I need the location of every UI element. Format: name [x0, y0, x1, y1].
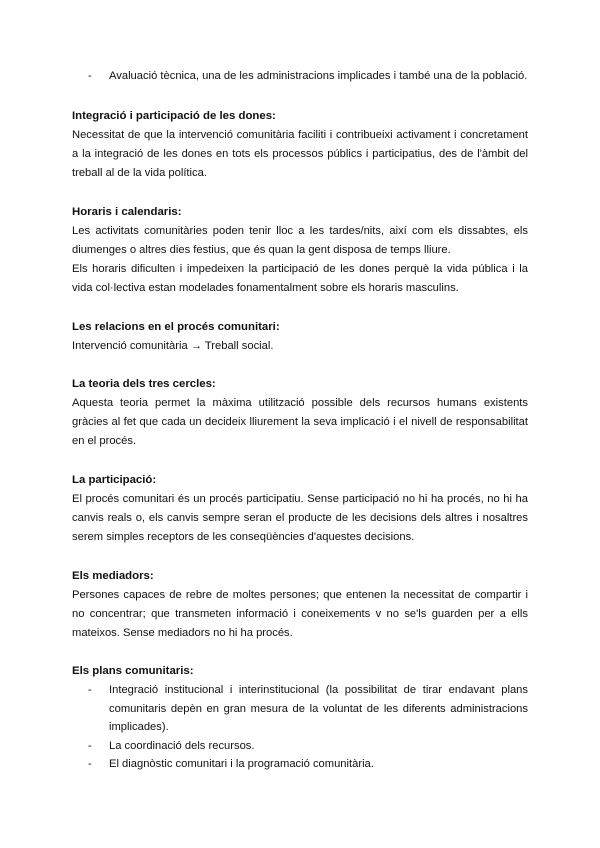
list-item-text: El diagnòstic comunitari i la programació comunitària.: [109, 758, 374, 771]
section-paragraph: Aquesta teoria permet la màxima utilització possible dels recursos humans existents gràcies al fet que cada un decideix lliurement la seva implicació i el nivell de responsabilitat en el procés.: [72, 397, 528, 447]
section-community-plans: [72, 662, 528, 774]
bullet-dash: -: [88, 684, 92, 696]
top-bullet-list: [88, 67, 528, 86]
section-heading: Horaris i calendaris:: [72, 206, 182, 218]
section-paragraph: Necessitat de que la intervenció comunitària faciliti i contribueixi activament i concretament a la integració de les dones en tots els processos públics i participatius, des de l'àmbit del treball al de la vida política.: [72, 129, 528, 179]
bullet-dash: -: [88, 70, 92, 82]
list-item-text: Avaluació tècnica, una de les administracions implicades i també una de la població.: [109, 70, 528, 82]
section-heading: Els mediadors:: [72, 570, 154, 582]
list-item-text: Integració institucional i interinstitucional (la possibilitat de tirar endavant plans comunitaris depèn en gran mesura de la voluntat de les diferents administracions implicades).: [109, 684, 528, 734]
section-heading: La teoria dels tres cercles:: [72, 378, 216, 390]
section-paragraph: Persones capaces de rebre de moltes persones; que entenen la necessitat de compartir i no concentrar; que transmeten informació i coneixements v no se'ls guarden per a ells mateixos. Sense mediadors no hi ha procés.: [72, 589, 528, 639]
list-item: [88, 67, 528, 86]
section-paragraph: Intervenció comunitària → Treball social.: [72, 340, 274, 352]
section-heading: Els plans comunitaris:: [72, 665, 194, 677]
section-participation: [72, 471, 528, 547]
list-item: [88, 755, 528, 774]
bullet-dash: -: [88, 758, 92, 771]
section-mediators: [72, 567, 528, 643]
section-heading: Integració i participació de les dones:: [72, 110, 276, 122]
list-item: [88, 737, 528, 756]
section-relations: [72, 318, 528, 356]
section-heading: La participació:: [72, 474, 157, 486]
list-item-text: La coordinació dels recursos.: [109, 739, 255, 752]
bullet-dash: -: [88, 739, 92, 752]
section-paragraph: Les activitats comunitàries poden tenir lloc a les tardes/nits, així com els dissabtes, els diumenges o altres dies festius, que és quan la gent disposa de temps lliure.: [72, 225, 528, 256]
list-item: [88, 681, 528, 737]
section-paragraph: Els horaris dificulten i impedeixen la participació de les dones perquè la vida pública i la vida col·lectiva estan modelades fonamentalment sobre els horaris masculins.: [72, 263, 528, 294]
section-heading: Les relacions en el procés comunitari:: [72, 321, 280, 333]
section-schedules: [72, 203, 528, 298]
section-three-circles: [72, 375, 528, 451]
section-paragraph: El procés comunitari és un procés participatiu. Sense participació no hi ha procés, no hi ha canvis reals o, els canvis sempre seran el producte de les decisions dels altres i nosaltres serem simples receptors de les conseqüències d'aquestes decisions.: [72, 493, 528, 543]
section-women-participation: [72, 107, 528, 183]
community-plans-list: [88, 681, 528, 774]
